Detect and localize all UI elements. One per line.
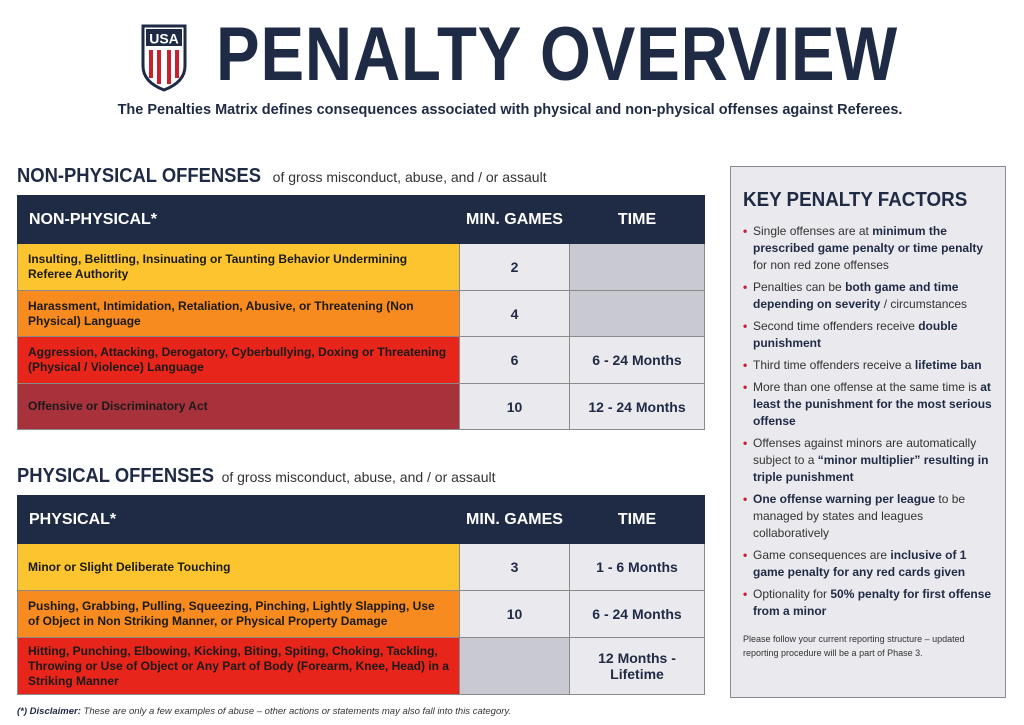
- offense-cell: Insulting, Belittling, Insinuating or Taunting Behavior Undermining Referee Authority: [18, 244, 460, 291]
- table-header-row: [18, 196, 705, 244]
- page-title: PENALTY OVERVIEW: [216, 12, 899, 97]
- key-factor-emphasis: double punishment: [753, 319, 958, 350]
- time-cell: [570, 244, 705, 291]
- non-physical-subtitle: of gross misconduct, abuse, and / or assault: [272, 169, 547, 185]
- non-physical-title: NON-PHYSICAL OFFENSES: [17, 165, 262, 187]
- key-factor-item: [743, 586, 995, 620]
- offense-cell: Offensive or Discriminatory Act: [18, 384, 460, 430]
- table-row: [18, 337, 705, 384]
- key-factor-emphasis: “minor multiplier” resulting in triple punishment: [753, 453, 989, 484]
- logo-text: USA: [149, 30, 179, 47]
- offense-cell: Harassment, Intimidation, Retaliation, Abusive, or Threatening (Non Physical) Language: [18, 291, 460, 337]
- table-row: [18, 384, 705, 430]
- min-games-cell: 3: [460, 544, 570, 591]
- non-physical-table: [17, 195, 705, 430]
- min-games-cell: 10: [460, 591, 570, 638]
- key-factor-text: Optionality for: [753, 587, 831, 601]
- key-factor-emphasis: inclusive of 1 game penalty for any red cards given: [753, 548, 967, 579]
- key-factor-item: [743, 318, 995, 352]
- key-factor-item: [743, 279, 995, 313]
- header: [0, 0, 1024, 130]
- key-factor-text: to be managed by states and leagues collaboratively: [753, 492, 966, 540]
- key-factor-item: [743, 357, 995, 374]
- table-row: [18, 638, 705, 695]
- table-header-row: [18, 496, 705, 544]
- key-factor-item: [743, 223, 995, 274]
- reporting-note: Please follow your current reporting structure – updated reporting procedure will be a part of Phase 3.: [743, 634, 965, 658]
- time-cell: 12 Months - Lifetime: [570, 638, 705, 695]
- key-factor-text: Offenses against minors are automatically subject to a: [753, 436, 977, 467]
- time-cell: 6 - 24 Months: [570, 591, 705, 638]
- offense-cell: Minor or Slight Deliberate Touching: [18, 544, 460, 591]
- physical-subtitle: of gross misconduct, abuse, and / or assault: [221, 469, 496, 485]
- key-factor-emphasis: 50% penalty for first offense from a minor: [753, 587, 992, 618]
- table-row: [18, 591, 705, 638]
- column-header-offense: NON-PHYSICAL*: [18, 196, 460, 244]
- key-factor-text: Second time offenders receive: [753, 319, 919, 333]
- column-header-min-games: MIN. GAMES: [460, 496, 570, 544]
- key-factor-text: for non red zone offenses: [753, 258, 889, 272]
- physical-heading: [17, 465, 496, 488]
- key-factor-text: More than one offense at the same time is: [753, 380, 981, 394]
- key-factor-text: Third time offenders receive a: [753, 358, 915, 372]
- disclaimer-label: (*) Disclaimer:: [17, 706, 81, 717]
- min-games-cell: [460, 638, 570, 695]
- key-factor-emphasis: lifetime ban: [914, 358, 982, 372]
- column-header-time: TIME: [570, 496, 705, 544]
- key-factor-text: Single offenses are at: [753, 224, 873, 238]
- key-factor-item: [743, 547, 995, 581]
- column-header-time: TIME: [570, 196, 705, 244]
- time-cell: 12 - 24 Months: [570, 384, 705, 430]
- non-physical-heading: [17, 165, 547, 188]
- key-factor-emphasis: at least the punishment for the most serious offense: [753, 380, 992, 428]
- key-factor-item: [743, 379, 995, 430]
- min-games-cell: 6: [460, 337, 570, 384]
- key-factor-text: / circumstances: [880, 297, 968, 311]
- offense-cell: Pushing, Grabbing, Pulling, Squeezing, Pinching, Lightly Slapping, Use of Object in Non Striking Manner, or Physical Property Damage: [18, 591, 460, 638]
- offense-cell: Aggression, Attacking, Derogatory, Cyberbullying, Doxing or Threatening (Physical / Violence) Language: [18, 337, 460, 384]
- column-header-offense: PHYSICAL*: [18, 496, 460, 544]
- disclaimer-text: These are only a few examples of abuse – other actions or statements may also fall into this category.: [80, 706, 512, 717]
- disclaimer: [17, 706, 511, 717]
- page-subtitle: The Penalties Matrix defines consequences associated with physical and non-physical offenses against Referees.: [117, 102, 903, 118]
- physical-table: [17, 495, 705, 695]
- key-factors-list: [743, 223, 995, 620]
- table-row: [18, 244, 705, 291]
- min-games-cell: 2: [460, 244, 570, 291]
- time-cell: 6 - 24 Months: [570, 337, 705, 384]
- column-header-min-games: MIN. GAMES: [460, 196, 570, 244]
- key-factor-text: Game consequences are: [753, 548, 891, 562]
- key-factor-item: [743, 491, 995, 542]
- physical-title: PHYSICAL OFFENSES: [17, 465, 214, 487]
- table-row: [18, 291, 705, 337]
- time-cell: 1 - 6 Months: [570, 544, 705, 591]
- key-factors-title: KEY PENALTY FACTORS: [743, 189, 968, 211]
- key-factor-text: Penalties can be: [753, 280, 846, 294]
- time-cell: [570, 291, 705, 337]
- key-factor-emphasis: both game and time depending on severity: [753, 280, 959, 311]
- table-row: [18, 544, 705, 591]
- ussf-crest-logo: [139, 24, 189, 92]
- key-penalty-factors-panel: [730, 166, 1006, 698]
- key-factor-emphasis: minimum the prescribed game penalty or time penalty: [753, 224, 984, 255]
- min-games-cell: 10: [460, 384, 570, 430]
- min-games-cell: 4: [460, 291, 570, 337]
- key-factor-emphasis: One offense warning per league: [753, 492, 936, 506]
- offense-cell: Hitting, Punching, Elbowing, Kicking, Biting, Spiting, Choking, Tackling, Throwing or Use of Object or Any Part of Body (Forearm, Knee, Head) in a Striking Manner: [18, 638, 460, 695]
- key-factor-item: [743, 435, 995, 486]
